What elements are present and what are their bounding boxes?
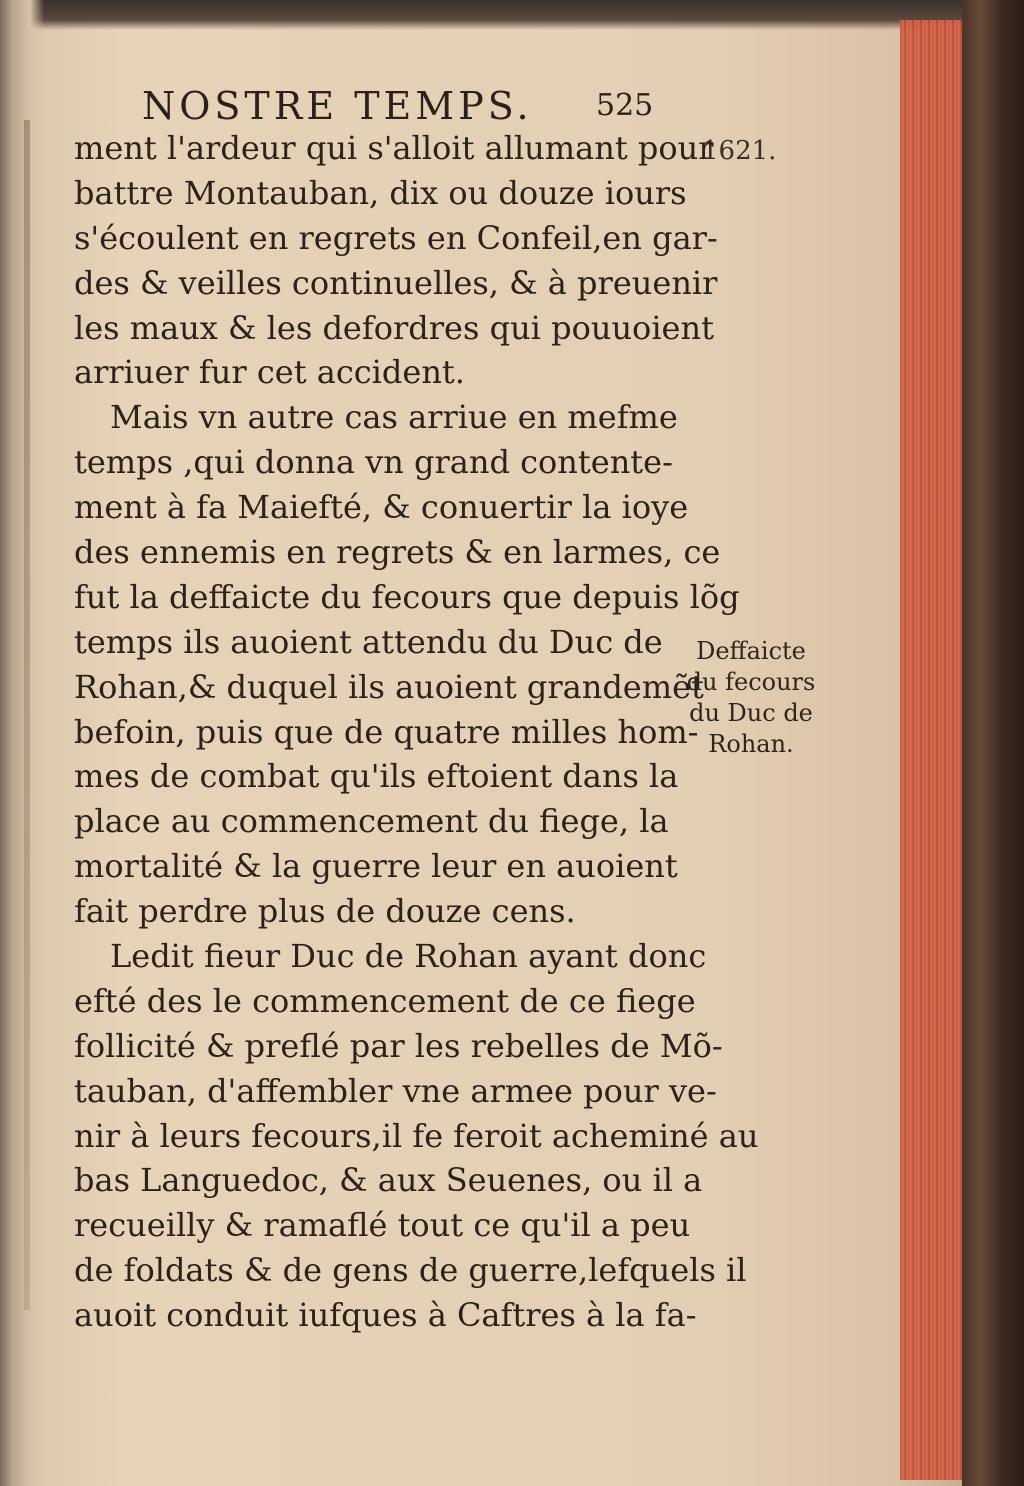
text-line: battre Montauban, dix ou douze iours: [74, 173, 687, 212]
margin-note: [676, 636, 826, 760]
text-line: nir à leurs fecours,il fe feroit acheminé au: [74, 1116, 759, 1155]
text-line: bas Languedoc, & aux Seuenes, ou il a: [74, 1161, 703, 1200]
margin-note-line: du Duc de: [689, 699, 813, 727]
margin-year: 1621.: [702, 136, 777, 166]
text-line: fut la deffaicte du fecours que depuis lõg: [74, 577, 740, 616]
text-line: des & veilles continuelles, & à preuenir: [74, 263, 718, 302]
text-line: recueilly & ramaflé tout ce qu'il a peu: [74, 1206, 691, 1245]
page-top-edge: [0, 0, 962, 30]
text-line: Mais vn autre cas arriue en mefme: [110, 398, 678, 437]
text-line: les maux & les defordres qui pouuoient: [74, 308, 714, 347]
text-line: fait perdre plus de douze cens.: [74, 892, 576, 931]
text-line: temps ,qui donna vn grand contente-: [74, 443, 673, 482]
red-fore-edge: [900, 20, 962, 1480]
gutter-shadow: [24, 120, 30, 1310]
text-line: place au commencement du fiege, la: [74, 802, 669, 841]
margin-note-line: Deffaicte: [696, 637, 806, 665]
binding-gutter: [0, 0, 44, 1486]
text-line: mes de combat qu'ils eftoient dans la: [74, 757, 679, 796]
text-line: ment à fa Maiefté, & conuertir la ioye: [74, 488, 689, 527]
text-line: temps ils auoient attendu du Duc de: [74, 622, 663, 661]
text-line: befoin, puis que de quatre milles hom-: [74, 712, 699, 751]
text-line: follicité & preflé par les rebelles de Mõ-: [74, 1026, 723, 1065]
text-line: ment l'ardeur qui s'alloit allumant pour: [74, 129, 714, 167]
text-line: auoit conduit iufques à Caftres à la fa-: [74, 1296, 697, 1335]
margin-note-line: Rohan.: [708, 730, 794, 758]
cover-edge: [962, 0, 1024, 1486]
text-line: de foldats & de gens de guerre,lefquels il: [74, 1251, 747, 1290]
text-line: tauban, d'affembler vne armee pour ve-: [74, 1071, 717, 1110]
page-number: 525: [596, 88, 654, 123]
running-head-title: NOSTRE TEMPS.: [142, 84, 533, 128]
text-line: mortalité & la guerre leur en auoient: [74, 847, 678, 886]
text-line: Rohan,& duquel ils auoient grandemẽt: [74, 667, 704, 706]
text-line: arriuer fur cet accident.: [74, 353, 465, 392]
text-line: s'écoulent en regrets en Confeil,en gar-: [74, 218, 718, 257]
text-line: des ennemis en regrets & en larmes, ce: [74, 533, 721, 572]
running-head: [80, 84, 660, 128]
text-line: efté des le commencement de ce fiege: [74, 981, 696, 1020]
text-line: Ledit fieur Duc de Rohan ayant donc: [110, 937, 707, 976]
margin-note-line: du fecours: [686, 668, 816, 696]
